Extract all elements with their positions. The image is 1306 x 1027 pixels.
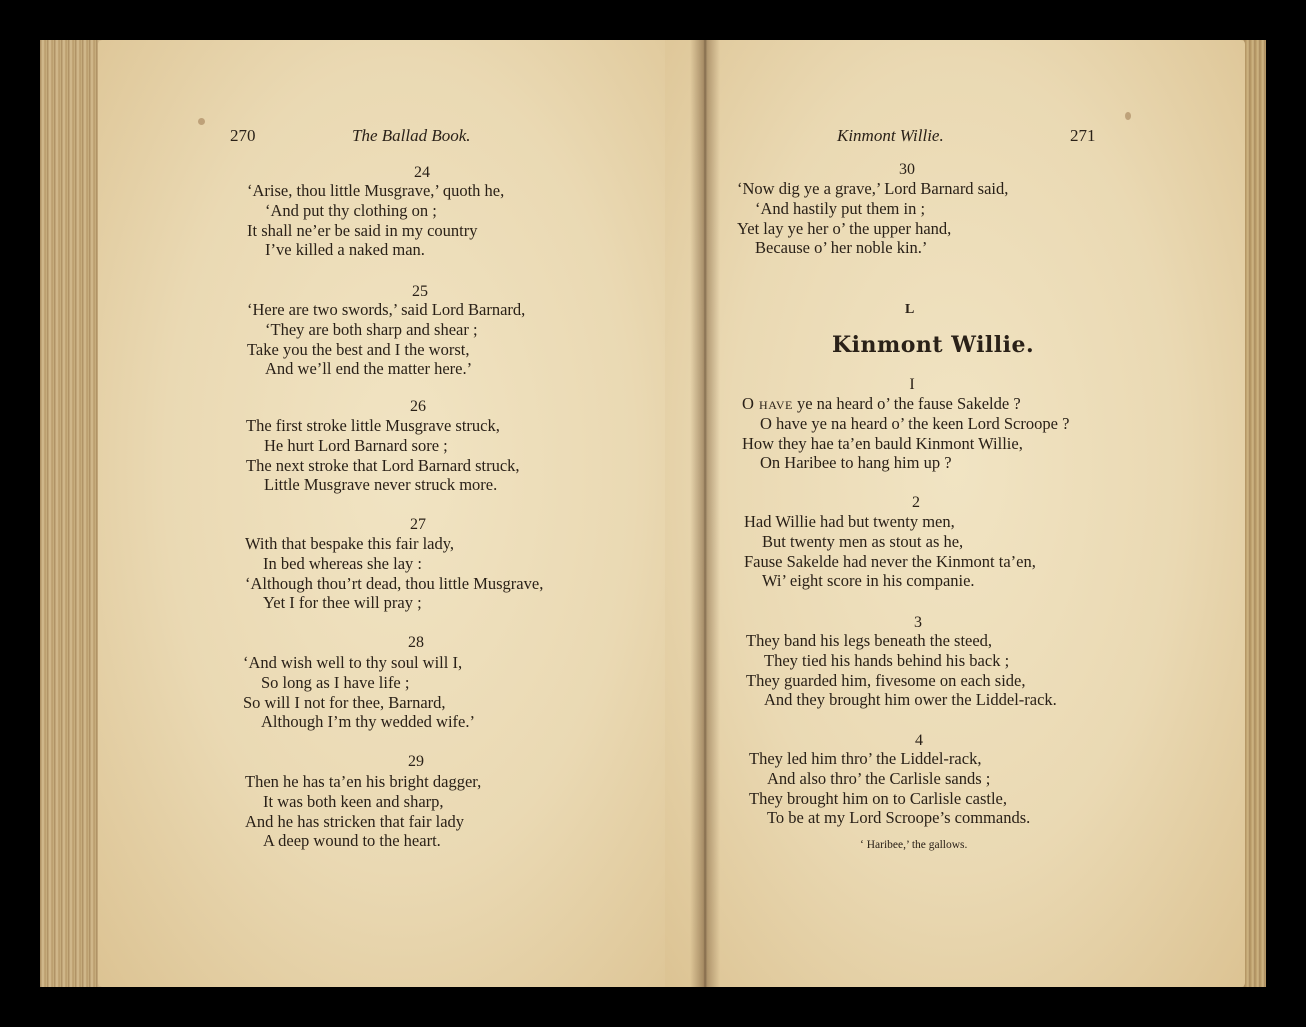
page-edges-left: [40, 40, 102, 987]
stanza-number: 27: [410, 516, 426, 533]
stanza: [744, 512, 1036, 591]
open-book: [40, 40, 1266, 987]
stanza-number: 24: [414, 164, 430, 181]
verse-line: ‘Now dig ye a grave,’ Lord Barnard said,: [737, 179, 1009, 198]
verse-line: I’ve killed a naked man.: [265, 240, 425, 260]
verse-line: ‘Here are two swords,’ said Lord Barnard,: [247, 300, 526, 319]
verse-line: Although I’m thy wedded wife.’: [261, 712, 475, 732]
verse-line: Fause Sakelde had never the Kinmont ta’en,: [744, 551, 1036, 571]
verse-line: Wi’ eight score in his companie.: [762, 571, 975, 591]
stanza-number: 28: [408, 634, 424, 651]
verse-line: With that bespake this fair lady,: [245, 534, 455, 553]
stanza: [245, 772, 481, 851]
verse-line: And also thro’ the Carlisle sands ;: [767, 768, 991, 788]
verse-line: O have ye na heard o’ the keen Lord Scroope ?: [760, 413, 1070, 433]
book-gutter: [690, 40, 720, 987]
verse-line: He hurt Lord Barnard sore ;: [264, 435, 448, 455]
verse-line: They led him thro’ the Liddel-rack,: [749, 749, 982, 768]
verse-line: The first stroke little Musgrave struck,: [246, 416, 500, 435]
verse-line-rest: ye na heard o’ the fause Sakelde ?: [792, 394, 1021, 413]
verse-line: Then he has ta’en his bright dagger,: [245, 772, 482, 791]
stanza-number: 3: [914, 614, 922, 631]
verse-line: They guarded him, fivesome on each side,: [746, 670, 1026, 690]
verse-line: To be at my Lord Scroope’s commands.: [767, 808, 1031, 828]
verse-line: They tied his hands behind his back ;: [764, 650, 1010, 670]
verse-line: And he has stricken that fair lady: [245, 811, 465, 831]
verse-line: Take you the best and I the worst,: [247, 339, 470, 359]
verse-line: And they brought him ower the Liddel-rack.: [764, 690, 1057, 710]
stanza-number: 29: [408, 753, 424, 770]
verse-line: Because o’ her noble kin.’: [755, 238, 928, 258]
verse-line: [742, 394, 1069, 414]
stanza: [247, 181, 504, 260]
verse-line: Yet lay ye her o’ the upper hand,: [737, 218, 952, 238]
verse-line: ‘And put thy clothing on ;: [265, 200, 437, 220]
stanza: [246, 416, 520, 495]
stanza-number: 2: [912, 494, 920, 511]
verse-line: How they hae ta’en bauld Kinmont Willie,: [742, 433, 1023, 453]
verse-line: Yet I for thee will pray ;: [263, 593, 422, 613]
footnote: ‘ Haribee,’ the gallows.: [860, 839, 968, 851]
stanza: [742, 394, 1069, 473]
verse-line: On Haribee to hang him up ?: [760, 453, 952, 473]
verse-line: They brought him on to Carlisle castle,: [749, 788, 1007, 808]
poem-title: Kinmont Willie.: [832, 332, 1035, 358]
verse-line: But twenty men as stout as he,: [762, 531, 964, 551]
left-running-title: The Ballad Book.: [352, 126, 471, 145]
stanza-number: 30: [899, 161, 915, 178]
verse-line: It shall ne’er be said in my country: [247, 220, 478, 240]
verse-line: So will I not for thee, Barnard,: [243, 692, 446, 712]
right-running-title: Kinmont Willie.: [837, 126, 944, 145]
left-page-number: 270: [230, 126, 256, 145]
stanza: [245, 534, 543, 613]
stanza-number: 4: [915, 732, 923, 749]
stanza: [243, 653, 475, 732]
stanza: [746, 631, 1057, 710]
verse-line: ‘And hastily put them in ;: [755, 198, 926, 218]
verse-line: A deep wound to the heart.: [263, 831, 441, 851]
verse-line: It was both keen and sharp,: [263, 791, 444, 811]
stanza: [247, 300, 525, 379]
stanza: [749, 749, 1030, 828]
stanza-number: 25: [412, 283, 428, 300]
verse-line: ‘Arise, thou little Musgrave,’ quoth he,: [247, 181, 505, 200]
verse-line: The next stroke that Lord Barnard struck,: [246, 455, 520, 475]
stanza-number: 26: [410, 398, 426, 415]
verse-line: So long as I have life ;: [261, 672, 410, 692]
foxing-spot: [1125, 112, 1131, 120]
section-number: L: [905, 302, 916, 317]
verse-line: Little Musgrave never struck more.: [264, 475, 498, 495]
verse-line: ‘And wish well to thy soul will I,: [243, 653, 463, 672]
opening-words: O have: [742, 394, 793, 413]
stanza: [737, 179, 1008, 258]
verse-line: In bed whereas she lay :: [263, 553, 422, 573]
right-page-number: 271: [1070, 126, 1096, 145]
foxing-spot: [198, 118, 205, 125]
verse-line: ‘They are both sharp and shear ;: [265, 319, 478, 339]
verse-line: They band his legs beneath the steed,: [746, 631, 993, 650]
verse-line: ‘Although thou’rt dead, thou little Musgrave,: [245, 573, 544, 593]
verse-line: Had Willie had but twenty men,: [744, 512, 955, 531]
verse-line: And we’ll end the matter here.’: [265, 359, 473, 379]
stanza-number: I: [909, 376, 915, 393]
